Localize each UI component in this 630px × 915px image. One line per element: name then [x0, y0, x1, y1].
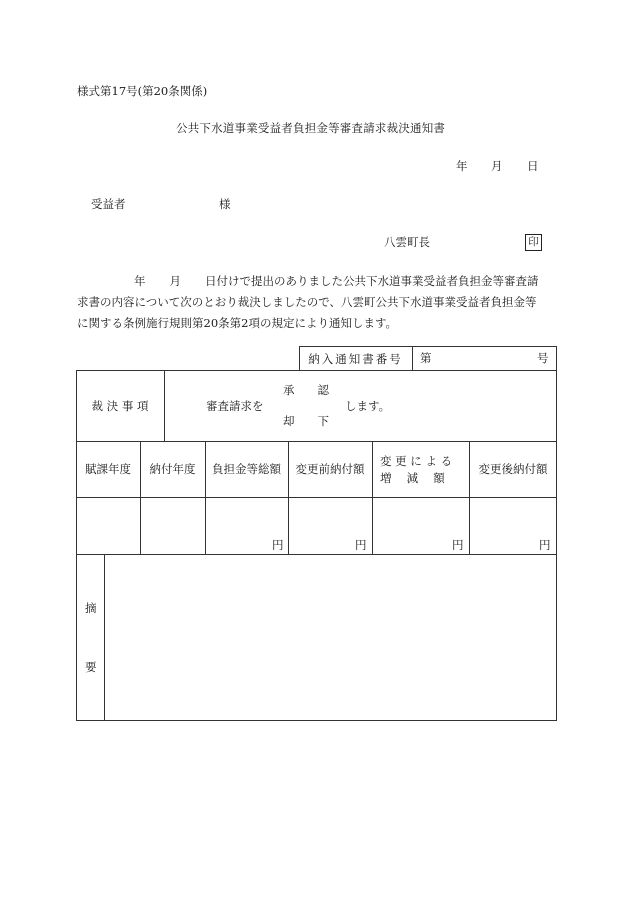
remarks-area	[104, 554, 556, 720]
notice-number-label: 納入通知書番号	[308, 351, 403, 366]
body-line-1-text: 日付けで提出のありました公共下水道事業受益者負担金等審査請	[205, 274, 539, 288]
header-change-line-1: 変 更 に よ る	[380, 454, 453, 468]
decision-option-approve: 承 認	[283, 383, 329, 397]
decision-request-text: 審査請求を	[206, 399, 264, 413]
body-year-label: 年	[134, 274, 146, 288]
decision-divider	[164, 370, 165, 441]
body-line-1	[77, 271, 558, 292]
header-after-payment: 変更後納付額	[478, 462, 548, 476]
decision-option-reject: 却 下	[283, 414, 329, 428]
document-title: 公共下水道事業受益者負担金等審査請求裁決通知書	[176, 121, 446, 135]
date-day-label: 日	[527, 159, 539, 173]
remarks-label-char-1: 摘	[85, 601, 97, 615]
yen-unit-before: 円	[355, 538, 367, 552]
form-number: 様式第17号(第20条関係)	[77, 84, 208, 98]
issuer-title: 八雲町長	[384, 235, 430, 249]
header-payment-year: 納付年度	[149, 462, 196, 476]
notice-number-divider	[412, 346, 413, 371]
notice-number-prefix: 第	[420, 351, 432, 365]
remarks-label-char-2: 要	[85, 660, 97, 674]
body-month-label: 月	[169, 274, 181, 288]
header-change-line-2: 増 減 額	[380, 471, 445, 485]
decision-ending-text: します。	[345, 399, 391, 413]
notice-number-suffix: 号	[537, 351, 549, 365]
body-line-2: 求書の内容について次のとおり裁決しましたので、八雲町公共下水道事業受益者負担金等	[77, 295, 537, 309]
decision-label: 裁 決 事 項	[91, 398, 149, 413]
notice-body	[77, 271, 558, 334]
yen-unit-total: 円	[272, 538, 284, 552]
yen-unit-after: 円	[539, 538, 551, 552]
date-month-label: 月	[491, 159, 503, 173]
date-year-label: 年	[456, 159, 468, 173]
body-line-3: に関する条例施行規則第20条第2項の規定により通知します。	[77, 316, 398, 330]
seal-mark: 印	[525, 234, 542, 251]
header-total-charge: 負担金等総額	[212, 462, 281, 476]
header-levy-year: 賦課年度	[85, 462, 131, 476]
header-before-payment: 変更前納付額	[295, 462, 365, 476]
addressee-label: 受益者	[91, 197, 126, 211]
addressee-honorific: 様	[219, 197, 231, 211]
yen-unit-change: 円	[452, 538, 464, 552]
row-line-header-bottom	[76, 497, 557, 498]
column-divider	[372, 441, 373, 554]
